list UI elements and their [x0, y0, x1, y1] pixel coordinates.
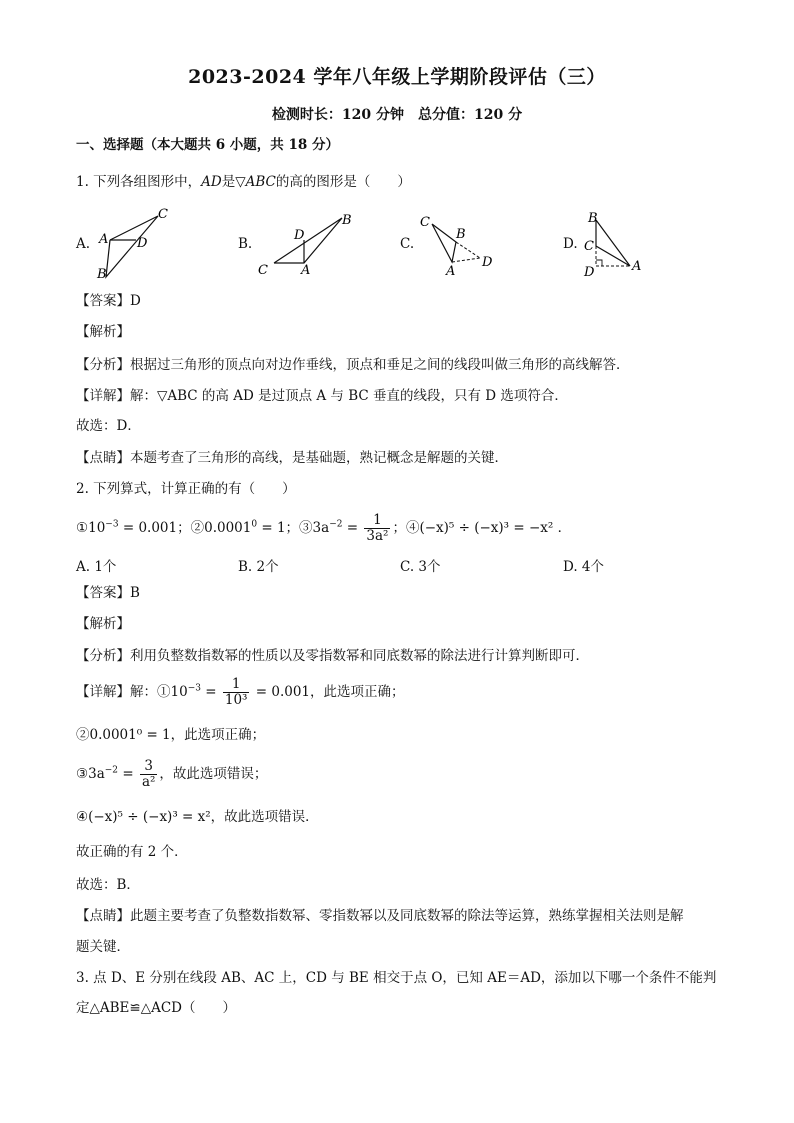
q2-option-b: B. 2个 [238, 559, 279, 575]
q1-figure-c [416, 212, 506, 278]
q2-fenxi: 【分析】利用负整数指数幂的性质以及零指数幂和同底数幂的除法进行计算判断即可． [76, 648, 589, 664]
figure-b-triangle [274, 218, 342, 263]
page-subtitle: 检测时长：120 分钟 总分值：120 分 [271, 107, 523, 123]
q2-formulas: $①10^{-3} = 0.001$；$②0.0001^0 = 1$；$③3a^{-2}$ = $\frac{1}{\text{3a²}}$ ；④(−x)⁵ ÷ (−x)³ = −x² ． [76, 512, 572, 544]
q2-line-4: ④(−x)⁵ ÷ (−x)³ = x²，故此选项错误． [76, 809, 319, 825]
q3-line-1: 3. 点 D、E 分别在线段 AB、AC 上，CD 与 BE 相交于点 O，已知 AE＝AD，添加以下哪一个条件不能判 [76, 970, 717, 986]
q2-line-5: 故正确的有 2 个． [76, 844, 188, 860]
q2-option-d: D. 4个 [563, 559, 605, 575]
q1-option-a-label: A. [76, 236, 91, 252]
q1-option-b-label: B. [238, 236, 253, 252]
figure-c-extension [456, 242, 480, 258]
figure-d-label-b: B [588, 211, 598, 226]
figure-d-triangle [596, 220, 630, 266]
figure-a-label-d: D [137, 236, 148, 251]
q3-line-2: 定△ABE≌△ACD（ ） [76, 1000, 237, 1016]
figure-a-label-c: C [158, 207, 168, 222]
q2-fraction-3: $\frac{1}{\text{3a²}}$ [366, 512, 389, 544]
q2-line-3: $③3a^{-2}$ = $\frac{3}{\text{a²}}$ ，故此选项错误； [76, 758, 268, 790]
q1-stem: 1. 下列各组图形中，AD是▽ABC的高的图形是（ ） [76, 174, 411, 190]
q1-option-d-label: D. [563, 236, 578, 252]
q1-figure-a [92, 203, 182, 283]
q1-fenxi: 【分析】根据过三角形的顶点向对边作垂线，顶点和垂足之间的线段叫做三角形的高线解答． [76, 357, 630, 373]
q1-dianjing: 【点睛】本题考查了三角形的高线，是基础题，熟记概念是解题的关键． [76, 450, 508, 466]
figure-a-triangle [106, 216, 158, 277]
q1-figure-b [254, 208, 364, 280]
q1-analysis-heading: 【解析】 [76, 324, 130, 340]
figure-b-label-b: B [342, 213, 352, 228]
q1-option-c-label: C. [400, 236, 415, 252]
figure-c-altitude [452, 258, 480, 262]
q2-fraction-3a: $\frac{3}{\text{a²}}$ [141, 758, 156, 790]
q2-dianjing-1: 【点睛】此题主要考查了负整数指数幂、零指数幂以及同底数幂的除法等运算，熟练掌握相关法则是解 [76, 908, 684, 924]
q2-guxuan: 故选：B． [76, 877, 140, 893]
figure-c-label-a: A [446, 264, 456, 278]
figure-a-label-a: A [99, 232, 109, 247]
q1-guxuan: 故选：D． [76, 418, 141, 434]
figure-c-label-d: D [482, 255, 493, 270]
q2-fraction-1: $\frac{1}{\text{10³}}$ [224, 676, 248, 708]
figure-d-right-angle-mark [596, 260, 602, 266]
figure-a-label-b: B [97, 267, 107, 282]
figure-c-label-c: C [420, 215, 430, 230]
page-title: 2023-2024 学年八年级上学期阶段评估（三） [188, 66, 606, 88]
figure-d-label-c: C [584, 239, 594, 254]
section-heading: 一、选择题（本大题共 6 小题，共 18 分） [76, 137, 339, 153]
figure-b-label-a: A [301, 263, 311, 278]
q2-stem: 2. 下列算式，计算正确的有（ ） [76, 481, 296, 497]
figure-d-label-d: D [584, 265, 595, 280]
figure-c-label-b: B [456, 227, 466, 242]
figure-d-label-a: A [632, 259, 642, 274]
q2-xiangjie: 【详解】解：$①10^{-3}$ = $\frac{1}{\text{10³}}$ = 0.001，此选项正确； [76, 676, 405, 708]
q2-option-c: C. 3个 [400, 559, 441, 575]
q1-answer: 【答案】D [76, 293, 141, 309]
q2-option-a: A. 1个 [76, 559, 117, 575]
q2-answer: 【答案】B [76, 585, 140, 601]
figure-b-label-d: D [294, 228, 305, 243]
q1-figure-d [580, 204, 660, 280]
q2-analysis-heading: 【解析】 [76, 616, 130, 632]
figure-b-label-c: C [258, 263, 268, 278]
q2-line-2: ②0.0001⁰ = 1，此选项正确； [76, 727, 266, 743]
figure-c-triangle [432, 224, 456, 262]
q2-dianjing-2: 题关键． [76, 939, 130, 955]
q1-xiangjie: 【详解】解：▽ABC 的高 AD 是过顶点 A 与 BC 垂直的线段，只有 D 选项符合． [76, 388, 568, 404]
